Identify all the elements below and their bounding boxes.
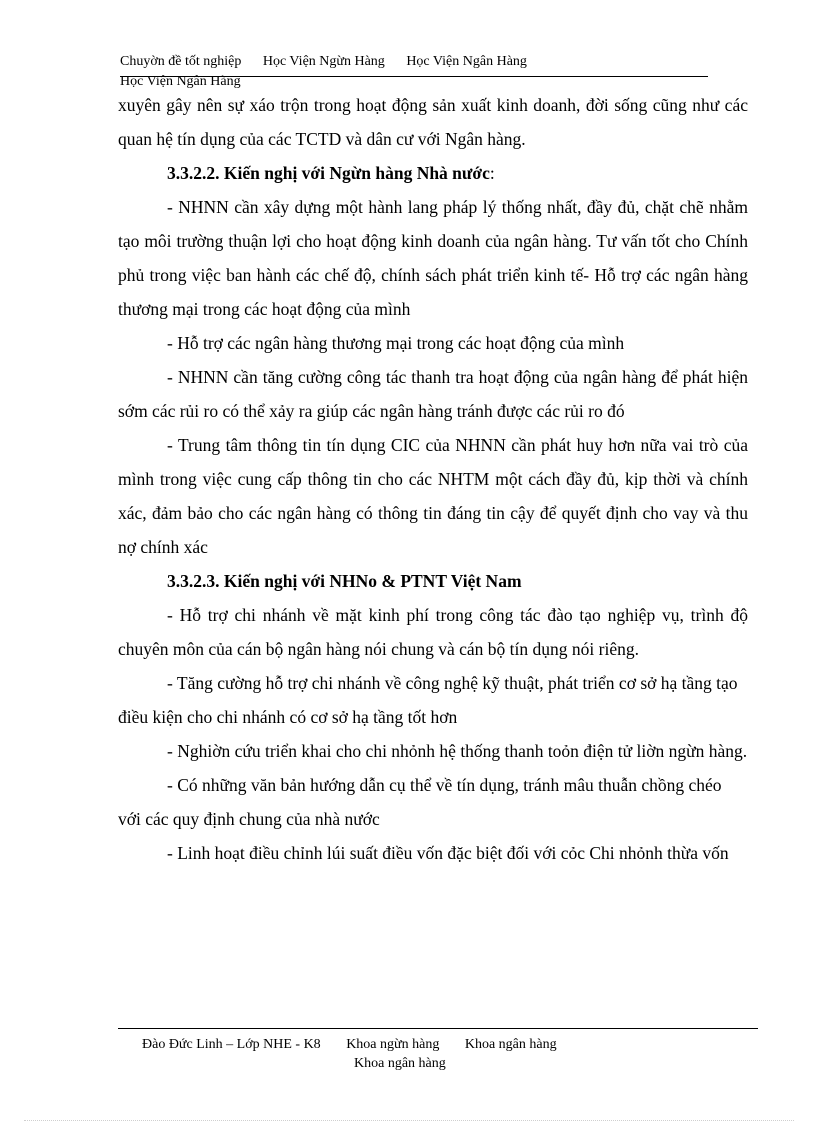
footer-line	[142, 1036, 579, 1054]
header-academy-line2: Học Viện Ngân Hàng	[120, 74, 241, 89]
paragraph-continuation: xuyên gây nên sự xáo trộn trong hoạt động sản xuất kinh doanh, đời sống cũng như các quan hệ tín dụng của các TCTD và dân cư với Ngân hàng.	[118, 95, 748, 149]
footer-author: Đào Đức Linh – Lớp NHE - K8	[142, 1037, 321, 1052]
section-heading-3-3-2-3: 3.3.2.3. Kiến nghị với NHNo & PTNT Việt Nam	[167, 571, 522, 591]
header-thesis-label: Chuyờn đề tốt nghiệp	[120, 54, 242, 69]
paragraph-inspection: - NHNN cần tăng cường công tác thanh tra hoạt động của ngân hàng để phát hiện sớm các rủi ro có thể xảy ra giúp các ngân hàng tránh được các rủi ro đó	[118, 367, 748, 421]
paragraph-cic: - Trung tâm thông tin tín dụng CIC của NHNN cần phát huy hơn nữa vai trò của mình trong việc cung cấp thông tin cho các NHTM một cách đầy đủ, kịp thời và chính xác, đảm bảo cho các ngân hàng có thông tin đáng tin cậy để quyết định cho vay và thu nợ chính xác	[118, 435, 748, 557]
paragraph-support-banks: - Hỗ trợ các ngân hàng thương mại trong các hoạt động của mình	[167, 333, 625, 353]
paragraph-interest-rate: - Linh hoạt điều chỉnh lúi suất điều vốn đặc biệt đối với cỏc Chi nhỏnh thừa vốn	[167, 843, 729, 863]
section-heading-3-3-2-2	[118, 156, 748, 190]
paragraph-legal-framework: - NHNN cần xây dựng một hành lang pháp lý thống nhất, đầy đủ, chặt chẽ nhằm tạo môi trường thuận lợi cho hoạt động kinh doanh của ngân hàng. Tư vấn tốt cho Chính phủ trong việc ban hành các chế độ, chính sách phát triển kinh tế- Hỗ trợ các ngân hàng thương mại trong các hoạt động của mình	[118, 197, 748, 319]
paragraph-training-funding: - Hỗ trợ chi nhánh về mặt kinh phí trong công tác đào tạo nghiệp vụ, trình độ chuyên môn của cán bộ ngân hàng nói chung và cán bộ tín dụng nói riêng.	[118, 605, 748, 659]
header-academy-label-2: Học Viện Ngân Hàng	[406, 54, 527, 69]
header-line	[120, 53, 720, 71]
paragraph-technology: - Tăng cường hỗ trợ chi nhánh về công nghệ kỹ thuật, phát triển cơ sở hạ tầng tạo điều kiện cho chi nhánh có cơ sở hạ tầng tốt hơn	[118, 673, 738, 727]
footer-faculty-line2: Khoa ngân hàng	[354, 1056, 446, 1071]
document-body	[118, 88, 748, 870]
page-bottom-dotted-line	[24, 1120, 794, 1121]
page-header	[120, 53, 720, 89]
paragraph-guidance: - Có những văn bản hướng dẫn cụ thể về tín dụng, tránh mâu thuẫn chồng chéo với các quy định chung của nhà nước	[118, 775, 722, 829]
header-academy-label: Học Viện Ngừn Hàng	[262, 54, 385, 69]
footer-rule	[118, 1028, 758, 1029]
paragraph-payment-system: - Nghiờn cứu triển khai cho chi nhỏnh hệ thống thanh toỏn điện tử liờn ngừn hàng.	[167, 741, 748, 761]
section-heading-colon: :	[489, 163, 495, 183]
footer-faculty-label: Khoa ngừn hàng	[346, 1037, 440, 1052]
footer-faculty-label-2: Khoa ngân hàng	[464, 1037, 557, 1052]
section-heading-text: 3.3.2.2. Kiến nghị với Ngừn hàng Nhà nước	[167, 163, 490, 183]
